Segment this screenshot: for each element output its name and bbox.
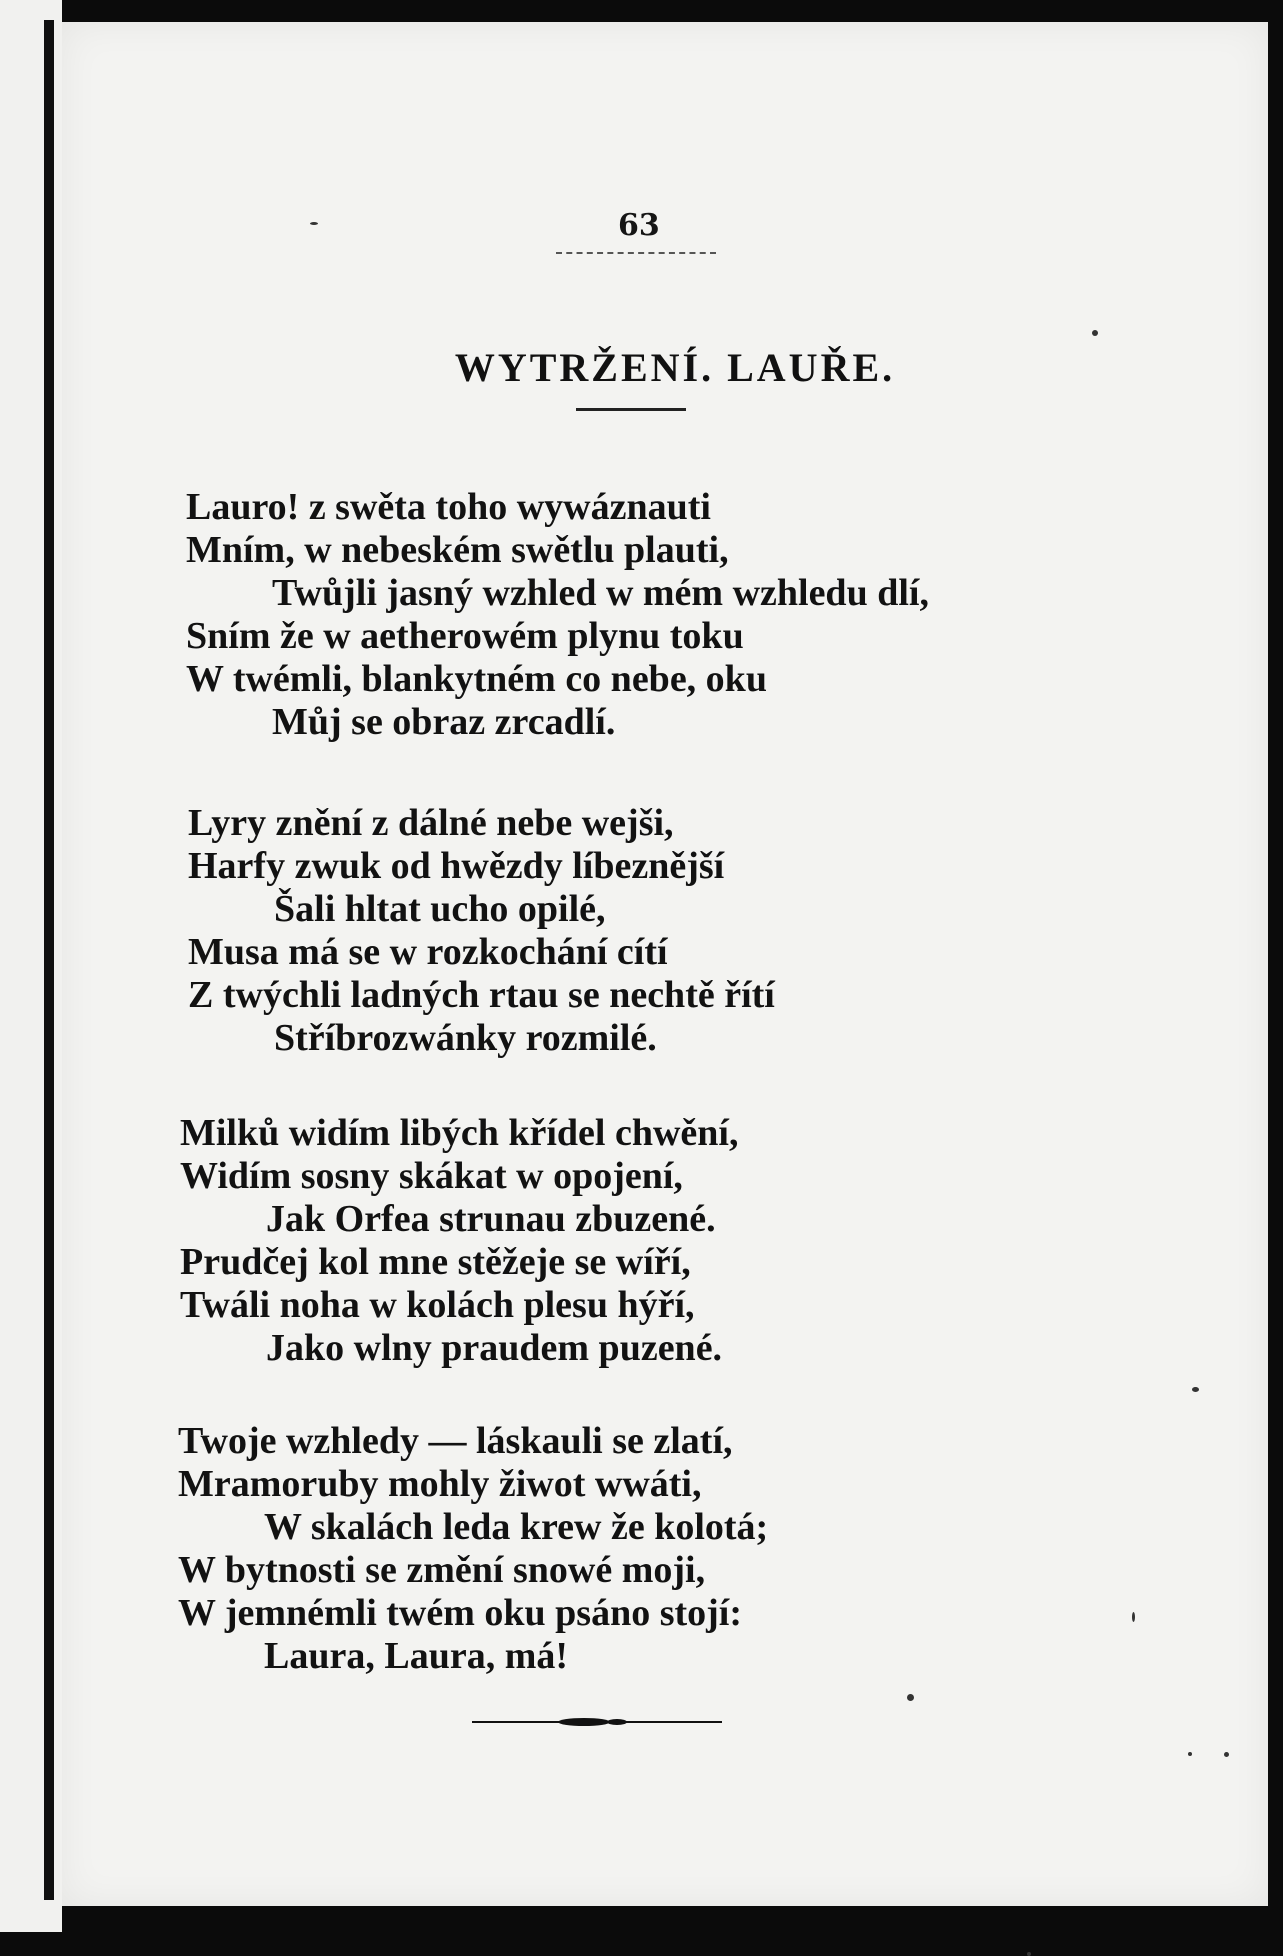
verse-line: Milků widím libých křídel chwění, xyxy=(180,1112,739,1154)
page-number-rule xyxy=(556,252,716,254)
verse-line: W bytnosti se změní snowé moji, xyxy=(178,1549,706,1591)
verse-line: Stříbrozwánky rozmilé. xyxy=(274,1017,657,1059)
paper-speck xyxy=(1092,330,1098,336)
spine-edge xyxy=(44,20,54,1900)
book-spine xyxy=(0,0,62,1932)
stanza-3 xyxy=(180,1112,1140,1370)
verse-line: Jak Orfea strunau zbuzené. xyxy=(266,1198,716,1240)
verse-line: Šali hltat ucho opilé, xyxy=(274,888,606,930)
paper-speck xyxy=(1192,1387,1199,1392)
verse-line: Twáli noha w kolách plesu hýří, xyxy=(180,1284,695,1326)
paper-speck xyxy=(1027,1952,1031,1956)
stanza-4 xyxy=(178,1420,1138,1678)
verse-line: Musa má se w rozkochání cítí xyxy=(188,931,668,973)
book-page xyxy=(62,22,1268,1906)
paper-speck xyxy=(310,222,318,225)
verse-line: Lauro! z swěta toho wywáznauti xyxy=(186,486,711,528)
verse-line: Prudčej kol mne stěžeje se wíří, xyxy=(180,1241,691,1283)
poem-title: WYTRŽENÍ. LAUŘE. xyxy=(454,345,896,390)
verse-line: Z twýchli ladných rtau se nechtě řítí xyxy=(188,974,775,1016)
verse-line: Jako wlny praudem puzené. xyxy=(266,1327,723,1369)
verse-line: Mním, w nebeském swětlu plauti, xyxy=(186,529,729,571)
verse-line: Lyry znění z dálné nebe wejši, xyxy=(188,802,674,844)
paper-speck xyxy=(1132,1612,1135,1622)
verse-line: W skalách leda krew že kolotá; xyxy=(264,1506,769,1548)
verse-line: Můj se obraz zrcadlí. xyxy=(272,701,616,743)
verse-line: W jemnémli twém oku psáno stojí: xyxy=(178,1592,743,1634)
verse-line: Laura, Laura, má! xyxy=(264,1635,568,1677)
verse-line: Twůjli jasný wzhled w mém wzhledu dlí, xyxy=(272,572,929,614)
verse-line: Mramoruby mohly žiwot wwáti, xyxy=(178,1463,702,1505)
verse-line: Twoje wzhledy — láskauli se zlatí, xyxy=(178,1420,733,1462)
verse-line: W twémli, blankytném co nebe, oku xyxy=(186,658,767,700)
verse-line: Harfy zwuk od hwězdy líbeznější xyxy=(188,845,725,887)
paper-speck xyxy=(907,1694,914,1701)
title-rule xyxy=(576,408,686,411)
stanza-1 xyxy=(186,486,1146,744)
paper-speck xyxy=(1224,1752,1229,1757)
page-number: 63 xyxy=(618,208,660,243)
paper-speck xyxy=(1188,1752,1192,1756)
end-ornament xyxy=(472,1716,722,1728)
stanza-2 xyxy=(188,802,1148,1060)
verse-line: Widím sosny skákat w opojení, xyxy=(180,1155,683,1197)
verse-line: Sním že w aetherowém plynu toku xyxy=(186,615,744,657)
